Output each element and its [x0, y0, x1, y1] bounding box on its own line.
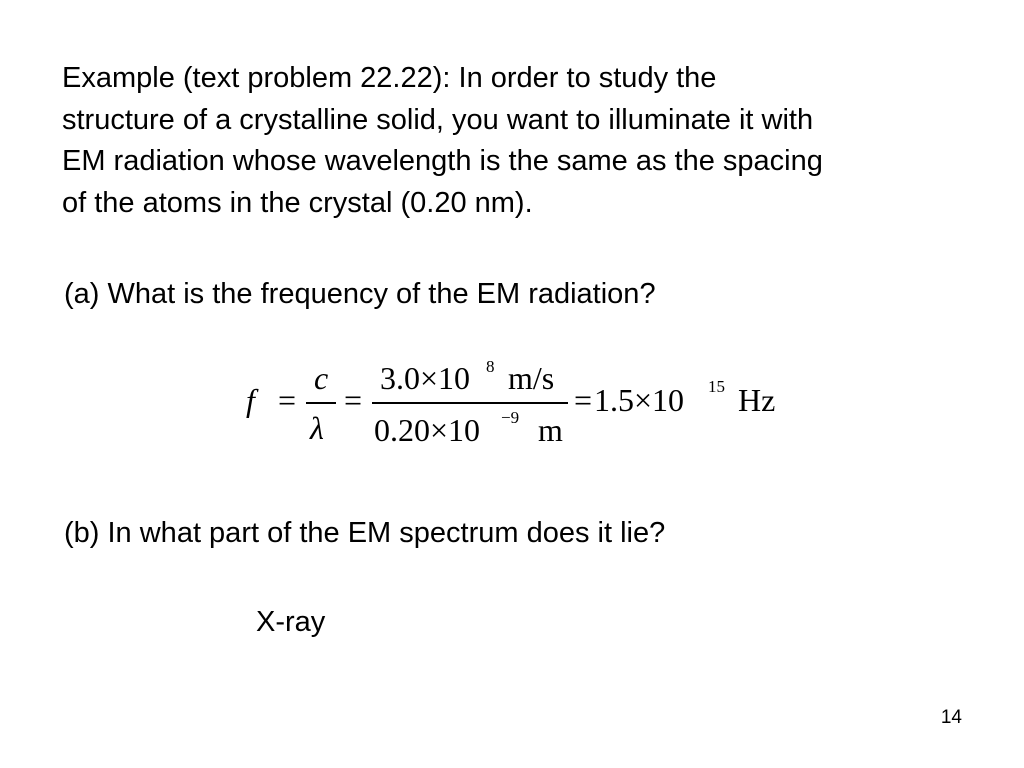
- fraction-bar: [306, 402, 336, 404]
- fraction-bar: [372, 402, 568, 404]
- eq-result: 1.5×10: [594, 382, 685, 418]
- question-a: (a) What is the frequency of the EM radiation?: [64, 278, 656, 310]
- eq-unit: m: [538, 412, 563, 448]
- eq-wavelength: 0.20×10: [374, 412, 481, 448]
- eq-f-symbol: f: [246, 382, 255, 418]
- page-number: 14: [940, 707, 962, 728]
- answer-b: X-ray: [256, 606, 326, 638]
- eq-exponent: −9: [501, 408, 520, 427]
- eq-lambda-symbol: λ: [310, 410, 324, 446]
- eq-exponent: 15: [708, 377, 725, 396]
- eq-c-symbol: c: [314, 360, 329, 396]
- eq-equals-sign: =: [278, 382, 297, 418]
- problem-line: structure of a crystalline solid, you want to illuminate it with: [62, 103, 814, 136]
- question-b: (b) In what part of the EM spectrum does it lie?: [64, 517, 666, 549]
- eq-unit: Hz: [738, 382, 776, 418]
- eq-exponent: 8: [486, 357, 495, 376]
- eq-speed-of-light: 3.0×10: [380, 360, 471, 396]
- problem-line: EM radiation whose wavelength is the same as the spacing: [62, 145, 823, 177]
- problem-statement: [62, 58, 982, 224]
- eq-equals-sign: =: [344, 382, 363, 418]
- eq-equals-sign: =: [574, 382, 593, 418]
- problem-line: Example (text problem 22.22): In order to study the: [62, 62, 717, 94]
- eq-unit: m/s: [508, 360, 555, 396]
- problem-line: of the atoms in the crystal (0.20 nm).: [62, 186, 533, 219]
